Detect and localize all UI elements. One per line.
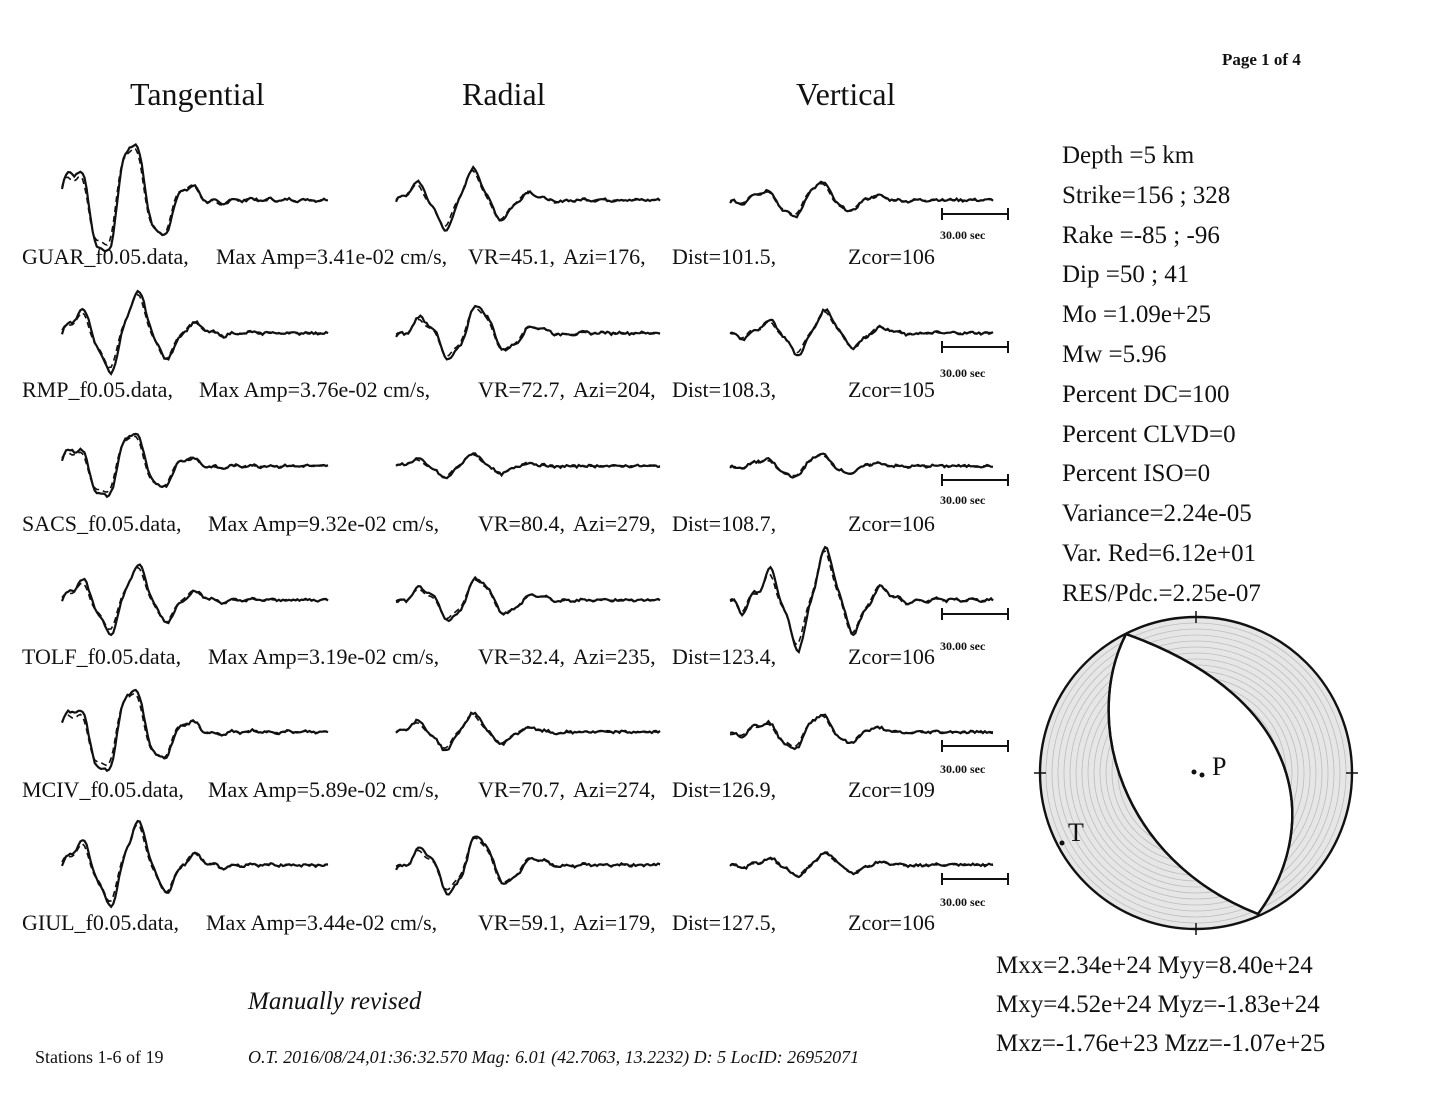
max-amp-label: Max Amp=3.76e-02 cm/s, [199,377,431,402]
observed-waveform [730,310,993,356]
page-number: Page 1 of 4 [1222,50,1301,69]
zcor-label: Zcor=106 [848,644,935,669]
observed-waveform [62,690,328,771]
stations-count: Stations 1-6 of 19 [35,1047,164,1067]
synthetic-waveform [396,171,660,227]
param-depth: Depth =5 km [1062,142,1195,169]
synthetic-waveform [62,436,328,492]
moment-tensor [996,946,1325,1063]
p-axis-label: P [1212,752,1227,781]
param-variance: Variance=2.24e-05 [1062,500,1252,528]
t-axis-label: T [1068,818,1084,847]
column-title-radial: Radial [462,76,546,112]
param-strike: Strike=156 ; 328 [1062,181,1231,209]
p-axis-dot [1192,770,1197,775]
zcor-label: Zcor=106 [848,910,935,935]
synthetic-waveform [396,838,660,890]
scale-bar-label: 30.00 sec [940,895,986,909]
vr-label: VR=80.4, [478,511,565,536]
scale-bar-label: 30.00 sec [940,228,986,242]
event-info: O.T. 2016/08/24,01:36:32.570 Mag: 6.01 (42.7063, 13.2232) D: 5 LocID: 26952071 [248,1047,860,1067]
zcor-label: Zcor=105 [848,377,935,402]
vr-label: VR=70.7, [478,777,565,802]
param-mo: Mo =1.09e+25 [1062,301,1212,329]
vr-label: VR=59.1, [478,910,565,935]
dist-label: Dist=108.3, [672,377,777,402]
moment-row-2: Mxy=4.52e+24 Myz=-1.83e+24 [996,991,1320,1018]
dist-label: Dist=127.5, [672,910,777,935]
synthetic-waveform [730,716,993,747]
dist-label: Dist=101.5, [672,244,777,269]
moment-row-1: Mxx=2.34e+24 Myy=8.40e+24 [996,952,1313,979]
scale-bar-label: 30.00 sec [940,639,986,653]
synthetic-waveform [730,853,993,875]
moment-row-3: Mxz=-1.76e+23 Mzz=-1.07e+25 [996,1030,1326,1057]
observed-waveform [62,145,328,252]
dist-label: Dist=108.7, [672,511,777,536]
synthetic-waveform [396,714,660,748]
scale-bar-label: 30.00 sec [940,493,986,507]
file-label: GUAR_f0.05.data, [22,244,189,269]
azi-label: Azi=235, [573,644,656,669]
max-amp-label: Max Amp=5.89e-02 cm/s, [208,777,440,802]
max-amp-label: Max Amp=3.19e-02 cm/s, [208,644,440,669]
source-parameters [1062,136,1261,614]
param-percent-clvd: Percent CLVD=0 [1062,420,1236,448]
vr-label: VR=32.4, [478,644,565,669]
azi-label: Azi=204, [573,377,656,402]
zcor-label: Zcor=106 [848,244,935,269]
observed-waveform [396,167,660,231]
dist-label: Dist=123.4, [672,644,777,669]
observed-waveform [62,565,328,635]
synthetic-waveform [396,454,660,477]
file-label: MCIV_f0.05.data, [22,777,184,802]
param-percent-dc: Percent DC=100 [1062,380,1230,408]
t-axis-dot [1060,841,1065,846]
vr-label: VR=45.1, [468,244,555,269]
file-label: TOLF_f0.05.data, [22,644,182,669]
param-rake: Rake =-85 ; -96 [1062,221,1220,249]
manually-revised-note: Manually revised [248,988,422,1015]
param-res-pdc: RES/Pdc.=2.25e-07 [1062,579,1261,607]
max-amp-label: Max Amp=3.41e-02 cm/s, [216,244,448,269]
param-percent-iso: Percent ISO=0 [1062,460,1211,488]
synthetic-waveform [730,184,993,215]
max-amp-label: Max Amp=3.44e-02 cm/s, [206,910,438,935]
azi-label: Azi=179, [573,910,656,935]
azi-label: Azi=279, [573,511,656,536]
dist-label: Dist=126.9, [672,777,777,802]
observed-waveform [62,434,328,497]
zcor-label: Zcor=106 [848,511,935,536]
synthetic-waveform [62,148,328,245]
zcor-label: Zcor=109 [848,777,935,802]
param-var-red: Var. Red=6.12e+01 [1062,539,1257,567]
azi-label: Azi=176, [563,244,646,269]
azi-label: Azi=274, [573,777,656,802]
param-mw: Mw =5.96 [1062,340,1167,368]
vr-label: VR=72.7, [478,377,565,402]
column-title-vertical: Vertical [796,76,896,112]
param-dip: Dip =50 ; 41 [1062,261,1190,289]
max-amp-label: Max Amp=9.32e-02 cm/s, [208,511,440,536]
scale-bar-label: 30.00 sec [940,762,986,776]
scale-bar-label: 30.00 sec [940,366,986,380]
p-axis-dot [1200,773,1205,778]
column-title-tangential: Tangential [130,76,265,112]
file-label: GIUL_f0.05.data, [22,910,180,935]
file-label: RMP_f0.05.data, [22,377,173,402]
file-label: SACS_f0.05.data, [22,511,182,536]
